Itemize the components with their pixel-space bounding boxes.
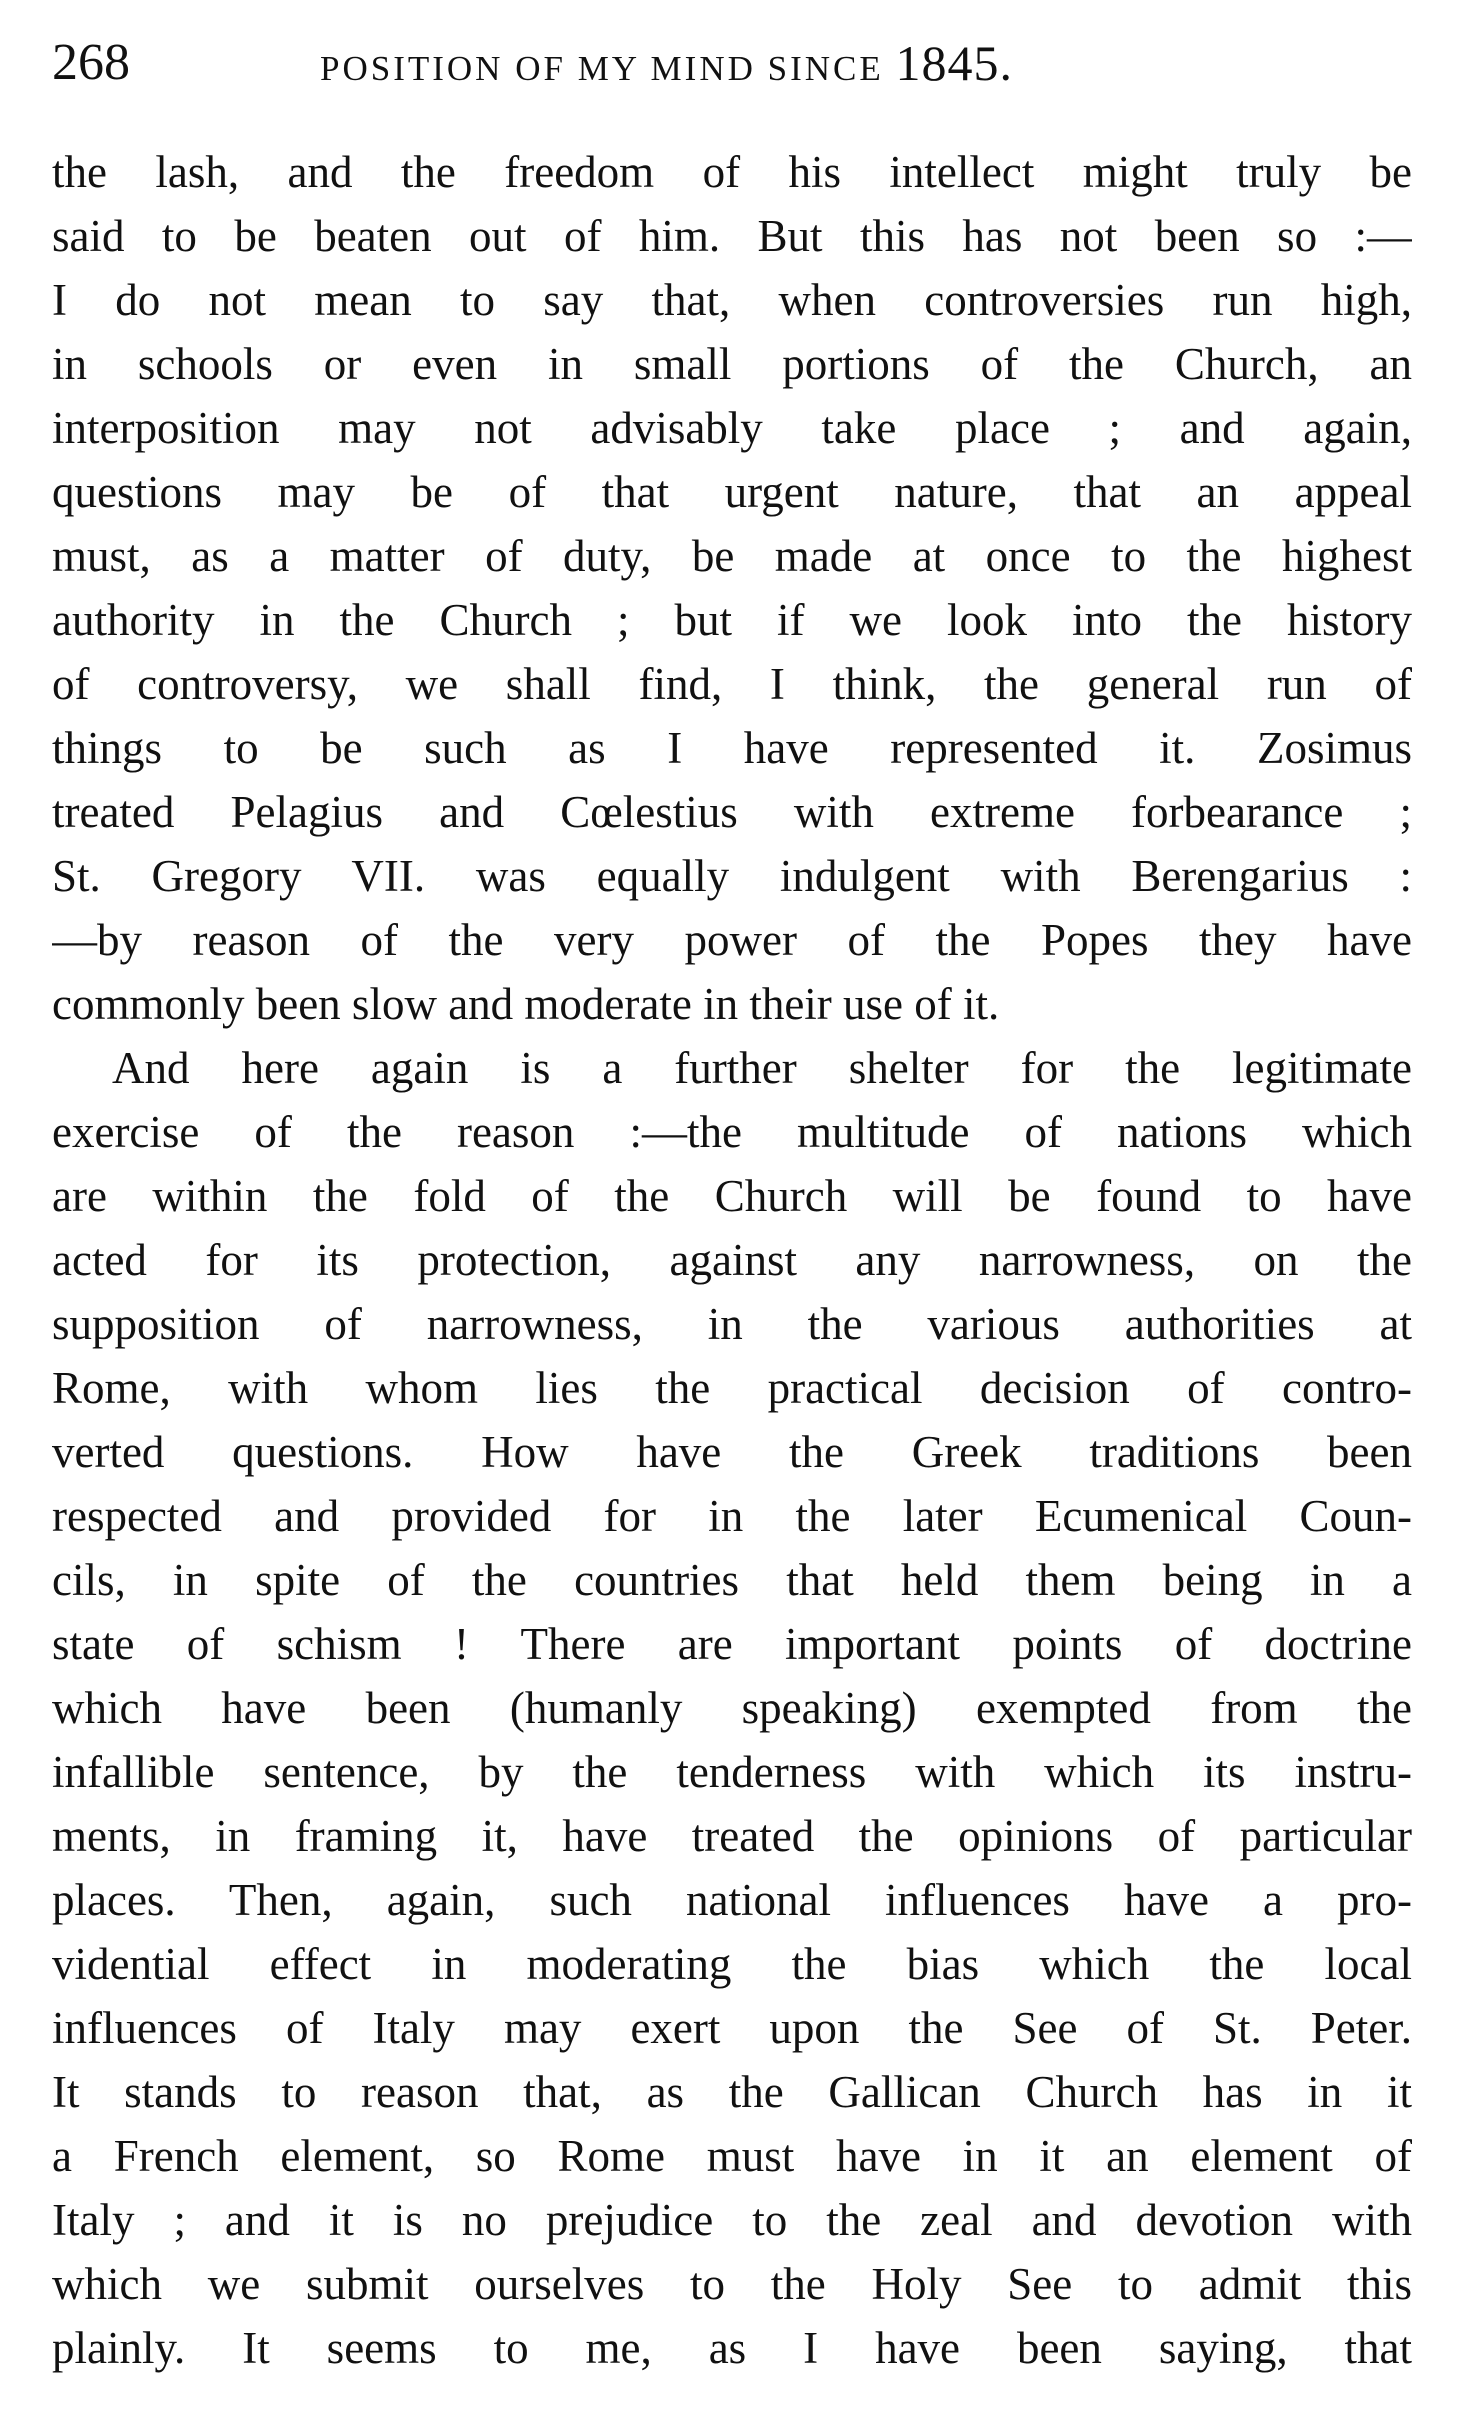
text-line: Rome, with whom lies the practical decision of contro- <box>52 1363 1412 1413</box>
text-line: I do not mean to say that, when controversies run high, <box>52 275 1412 325</box>
text-line: ments, in framing it, have treated the opinions of particular <box>52 1811 1412 1861</box>
text-line: cils, in spite of the countries that held them being in a <box>52 1555 1412 1605</box>
text-line-paragraph-end: commonly been slow and moderate in their use of it. <box>52 979 1000 1029</box>
text-line: —by reason of the very power of the Popes they have <box>52 915 1412 965</box>
page-number: 268 <box>52 34 130 91</box>
running-title-text: POSITION OF MY MIND SINCE <box>320 49 884 88</box>
text-line: It stands to reason that, as the Gallican Church has in it <box>52 2067 1412 2117</box>
text-line: the lash, and the freedom of his intellect might truly be <box>52 147 1412 197</box>
text-line: in schools or even in small portions of the Church, an <box>52 339 1412 389</box>
text-line: vidential effect in moderating the bias which the local <box>52 1939 1412 1989</box>
text-line: state of schism ! There are important points of doctrine <box>52 1619 1412 1669</box>
text-line: supposition of narrowness, in the various authorities at <box>52 1299 1412 1349</box>
text-line: infallible sentence, by the tenderness with which its instru- <box>52 1747 1412 1797</box>
text-line: said to be beaten out of him. But this has not been so :— <box>52 211 1412 261</box>
running-title <box>320 28 1013 104</box>
text-line-paragraph-start: And here again is a further shelter for the legitimate <box>112 1043 1412 1093</box>
text-line: must, as a matter of duty, be made at once to the highest <box>52 531 1412 581</box>
text-line: which we submit ourselves to the Holy See to admit this <box>52 2259 1412 2309</box>
text-line: exercise of the reason :—the multitude of nations which <box>52 1107 1412 1157</box>
text-line: places. Then, again, such national influences have a pro- <box>52 1875 1412 1925</box>
text-line: things to be such as I have represented it. Zosimus <box>52 723 1412 773</box>
text-line: plainly. It seems to me, as I have been saying, that <box>52 2323 1412 2373</box>
text-line: respected and provided for in the later Ecumenical Coun- <box>52 1491 1412 1541</box>
running-title-year: 1845. <box>895 35 1013 91</box>
body-text <box>52 140 1412 2380</box>
text-line: interposition may not advisably take place ; and again, <box>52 403 1412 453</box>
text-line: St. Gregory VII. was equally indulgent with Berengarius : <box>52 851 1412 901</box>
text-line: a French element, so Rome must have in it an element of <box>52 2131 1412 2181</box>
running-head <box>52 28 1412 98</box>
text-line: authority in the Church ; but if we look into the history <box>52 595 1412 645</box>
text-line: are within the fold of the Church will be found to have <box>52 1171 1412 1221</box>
text-line: Italy ; and it is no prejudice to the zeal and devotion with <box>52 2195 1412 2245</box>
text-line: acted for its protection, against any narrowness, on the <box>52 1235 1412 1285</box>
text-line: of controversy, we shall find, I think, the general run of <box>52 659 1412 709</box>
text-line: which have been (humanly speaking) exempted from the <box>52 1683 1412 1733</box>
text-line: influences of Italy may exert upon the See of St. Peter. <box>52 2003 1412 2053</box>
text-line: treated Pelagius and Cœlestius with extreme forbearance ; <box>52 787 1412 837</box>
text-line: verted questions. How have the Greek traditions been <box>52 1427 1412 1477</box>
text-line: questions may be of that urgent nature, that an appeal <box>52 467 1412 517</box>
